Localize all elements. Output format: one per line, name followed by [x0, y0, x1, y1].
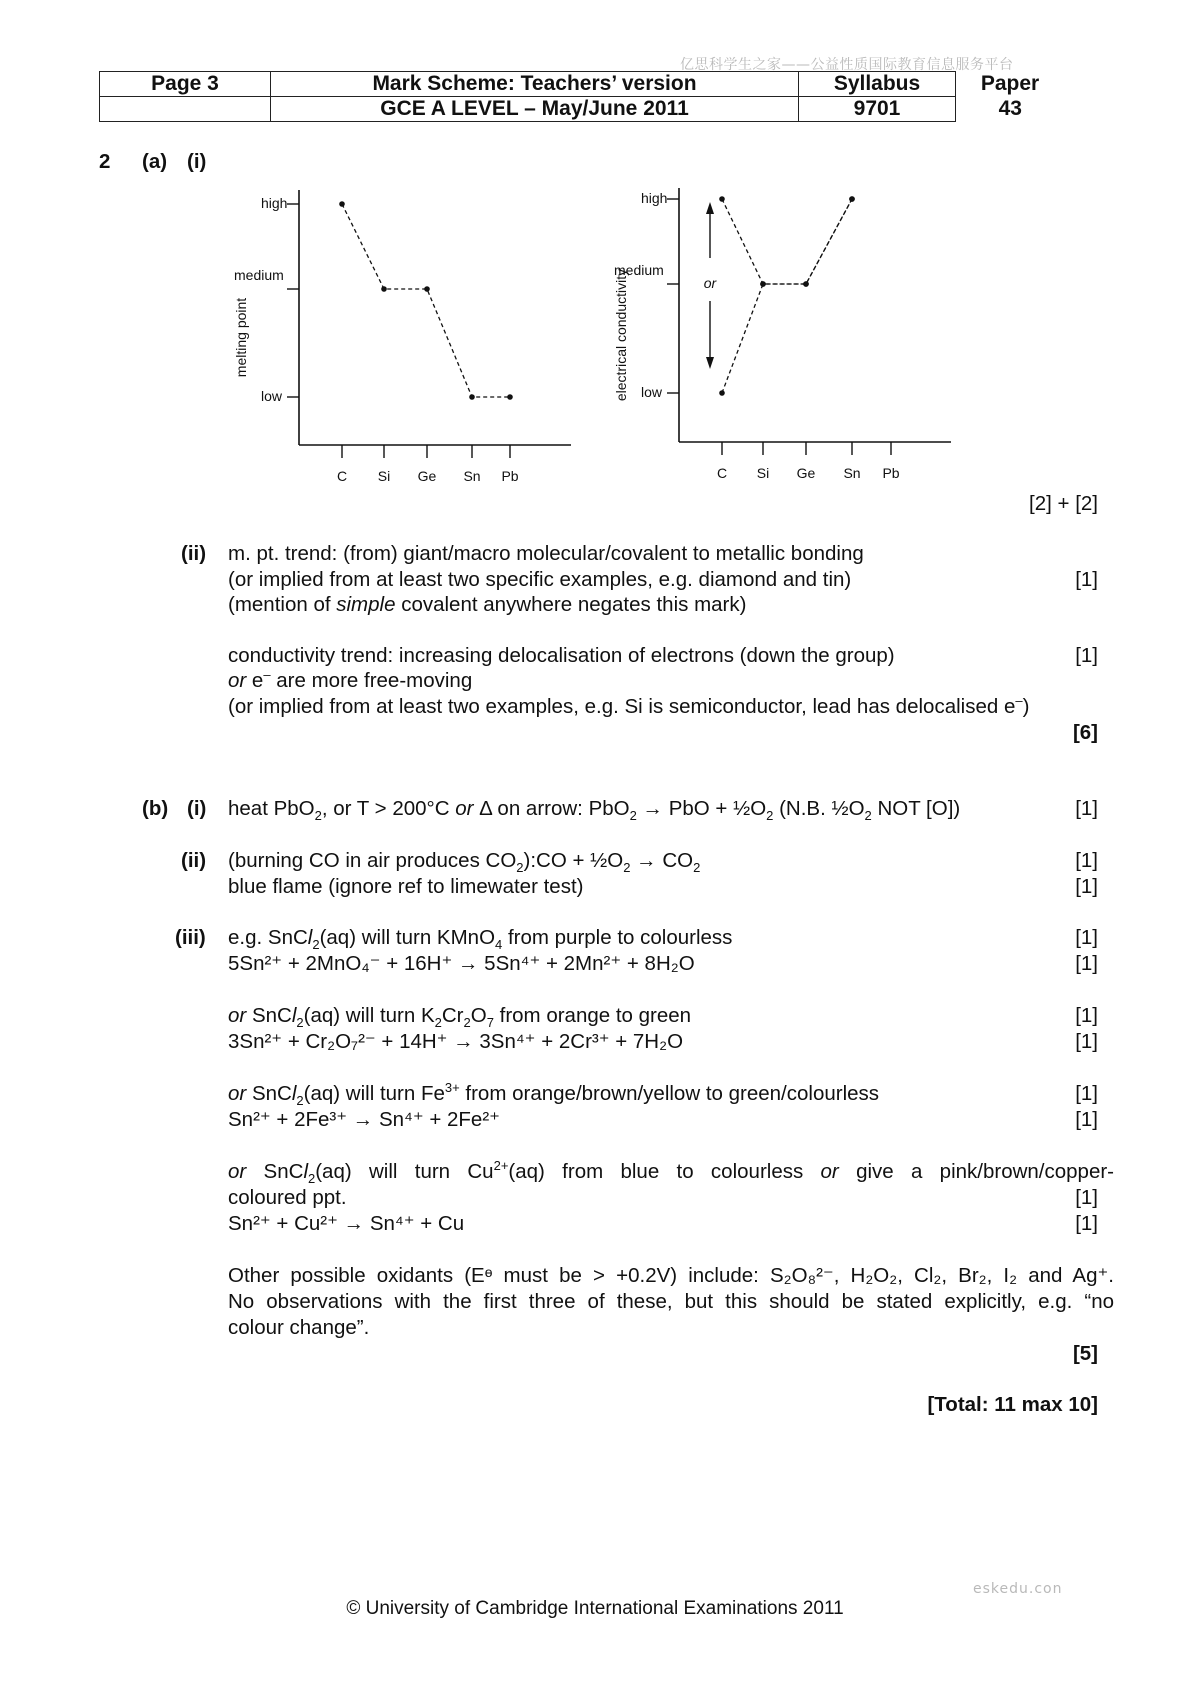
b-iii-line-2: 5Sn²⁺ + 2MnO₄⁻ + 16H⁺ → 5Sn⁴⁺ + 2Mn²⁺ + 8H₂O [228, 952, 695, 975]
text-run: (burning CO in air produces CO [228, 849, 517, 872]
data-point-Pb [507, 394, 513, 400]
text-run: from orange to green [493, 1004, 692, 1027]
b-iii-line-3-mark: [1] [1075, 1004, 1098, 1027]
x-tick-label-Si: Si [756, 465, 770, 481]
a-ii-line-4-mark: [1] [1075, 644, 1098, 667]
x-tick-label-Sn: Sn [463, 468, 481, 484]
text-run: ) [1022, 695, 1030, 718]
part-b-label: (b) [142, 797, 169, 820]
header-table [99, 71, 1065, 122]
text-run: → CO [630, 849, 694, 872]
text-run: (aq) from blue to colourless [508, 1160, 821, 1183]
subscript: 2 [308, 1171, 316, 1187]
part-a-label: (a) [142, 150, 168, 173]
b-iii-line-5 [228, 1081, 879, 1107]
y-tick-label-high: high [261, 195, 288, 211]
b-iii-line-1-mark: [1] [1075, 926, 1098, 949]
arrow-up-icon [706, 202, 714, 214]
watermark-bottom: eskedu.con [973, 1581, 1063, 1597]
y-tick-label-medium: medium [614, 262, 664, 278]
text-run: give a pink/brown/copper- [838, 1160, 1115, 1183]
or-word: or [228, 1004, 247, 1027]
subscript: 2 [296, 1093, 304, 1109]
or-word: or [228, 1082, 247, 1105]
a-ii-line-5 [228, 668, 472, 694]
x-tick-label-C: C [716, 465, 728, 481]
part-a-ii-label: (ii) [181, 542, 207, 565]
data-point-Si [760, 281, 766, 287]
conductivity-chart-svg [585, 178, 955, 498]
syllabus-code: 9701 [799, 97, 956, 122]
subscript: 2 [629, 808, 637, 824]
a-ii-line-1: m. pt. trend: (from) giant/macro molecular/covalent to metallic bonding [228, 542, 864, 565]
text-run: from orange/brown/yellow to green/colourless [459, 1082, 880, 1105]
melting-point-chart [225, 180, 585, 500]
arrow-down-icon [706, 357, 714, 369]
text-run: Δ on arrow: PbO [473, 797, 630, 820]
empty-cell [100, 97, 271, 122]
subscript: 2 [516, 860, 524, 876]
subscript: 4 [495, 937, 503, 953]
or-annotation: or [703, 275, 717, 291]
b-iii-line-8-mark: [1] [1075, 1186, 1098, 1209]
x-tick-label-Pb: Pb [882, 465, 900, 481]
b-iii-line-10: Other possible oxidants (Eᶱ must be > +0.2V) include: S₂O₈²⁻, H₂O₂, Cl₂, Br₂, I₂ and Ag⁺. [228, 1264, 1114, 1287]
b-iii-line-2-mark: [1] [1075, 952, 1098, 975]
data-point-Si [381, 286, 387, 292]
text-run: e.g. [228, 926, 268, 949]
text-run: ):CO + ½O [523, 849, 624, 872]
b-iii-line-4-mark: [1] [1075, 1030, 1098, 1053]
text-run: NOT [O]) [871, 797, 961, 820]
formula-sncl2: SnC [251, 1082, 292, 1105]
b-i-mark: [1] [1075, 797, 1098, 820]
copyright-footer: © University of Cambridge International Examinations 2011 [346, 1598, 844, 1619]
subscript: 2 [623, 860, 631, 876]
conductivity-chart [585, 178, 955, 498]
text-run: are more free-moving [270, 669, 473, 692]
text-run: O [470, 1004, 487, 1027]
series-line-0 [342, 204, 510, 397]
subscript: 2 [296, 1015, 304, 1031]
series-line-0 [722, 199, 852, 284]
or-word: or [455, 797, 474, 820]
subscript: 2 [434, 1015, 442, 1031]
formula-l: l [303, 1160, 308, 1183]
formula-sncl2: SnC [267, 926, 308, 949]
part-b-i-label: (i) [187, 797, 207, 820]
b-ii-line-1-mark: [1] [1075, 849, 1098, 872]
y-axis-label: melting point [233, 297, 249, 378]
superscript: – [1015, 693, 1023, 709]
melting-point-chart-svg [225, 180, 585, 500]
part-a-total: [6] [1072, 721, 1098, 744]
b-iii-line-6: Sn²⁺ + 2Fe³⁺ → Sn⁴⁺ + 2Fe²⁺ [228, 1108, 500, 1131]
b-iii-line-5-mark: [1] [1075, 1082, 1098, 1105]
part-b-total: [5] [1072, 1342, 1098, 1365]
b-iii-line-6-mark: [1] [1075, 1108, 1098, 1131]
a-ii-line-2-mark: [1] [1075, 568, 1098, 591]
b-iii-line-1 [228, 925, 732, 951]
b-iii-line-12: colour change”. [228, 1316, 370, 1339]
data-point-Sn [849, 196, 855, 202]
data-point-Ge [424, 286, 430, 292]
b-iii-line-7 [228, 1159, 1114, 1185]
superscript: – [263, 667, 271, 683]
part-a-i-label: (i) [187, 150, 207, 173]
y-tick-label-medium: medium [234, 267, 284, 283]
subscript: 2 [312, 937, 320, 953]
text-run: (mention of [228, 593, 337, 616]
paper-label: Paper [980, 72, 1040, 95]
y-axis-label: electrical conductivity [613, 268, 629, 402]
b-iii-line-4: 3Sn²⁺ + Cr₂O₇²⁻ + 14H⁺ → 3Sn⁴⁺ + 2Cr³⁺ + 7H₂O [228, 1030, 684, 1053]
y-tick-label-high: high [641, 190, 668, 206]
b-ii-line-1 [228, 848, 700, 874]
or-word: or [820, 1160, 839, 1183]
part-b-iii-label: (iii) [175, 926, 206, 949]
data-point-Ge [803, 281, 809, 287]
text-run: covalent anywhere negates this mark) [395, 593, 747, 616]
a-ii-line-6 [228, 694, 1029, 720]
formula-sncl2: SnC [251, 1004, 292, 1027]
b-ii-line-2: blue flame (ignore ref to limewater test) [228, 875, 584, 898]
y-tick-label-low: low [261, 388, 283, 404]
text-run: (aq) will turn K [303, 1004, 435, 1027]
b-ii-line-2-mark: [1] [1075, 875, 1098, 898]
formula-l: l [291, 1004, 297, 1027]
x-tick-label-Si: Si [377, 468, 391, 484]
subscript: 7 [486, 1015, 494, 1031]
document-title: Mark Scheme: Teachers’ version [271, 72, 799, 97]
b-iii-line-3 [228, 1003, 691, 1029]
x-tick-label-Ge: Ge [796, 465, 816, 481]
a-ii-line-2: (or implied from at least two specific examples, e.g. diamond and tin) [228, 568, 852, 591]
formula-l: l [291, 1082, 297, 1105]
b-iii-line-8: coloured ppt. [228, 1186, 347, 1209]
subscript: 2 [314, 808, 322, 824]
text-run: → PbO + ½O [636, 797, 767, 820]
a-ii-line-3 [228, 592, 746, 618]
subscript: 2 [864, 808, 872, 824]
superscript: 2+ [493, 1158, 509, 1174]
b-iii-line-9: Sn²⁺ + Cu²⁺ → Sn⁴⁺ + Cu [228, 1212, 465, 1235]
formula-sncl2: SnC [263, 1160, 304, 1183]
text-run: (aq) will turn KMnO [319, 926, 496, 949]
a-ii-line-4: conductivity trend: increasing delocalisation of electrons (down the group) [228, 644, 895, 667]
x-tick-label-Pb: Pb [501, 468, 519, 484]
superscript: 3+ [444, 1080, 460, 1096]
data-point-C [339, 201, 345, 207]
x-tick-label-C: C [336, 468, 348, 484]
data-point-C [719, 390, 725, 396]
x-tick-label-Sn: Sn [843, 465, 861, 481]
text-run: (aq) will turn Fe [303, 1082, 445, 1105]
question-number: 2 [99, 150, 111, 173]
syllabus-label: Syllabus [799, 72, 956, 97]
x-tick-label-Ge: Ge [417, 468, 437, 484]
text-run: from purple to colourless [502, 926, 733, 949]
or-word: or [228, 669, 247, 692]
part-a-i-marks: [2] + [2] [1029, 492, 1098, 515]
or-word: or [228, 1160, 247, 1183]
page-number: Page 3 [100, 72, 271, 97]
data-point-Sn [469, 394, 475, 400]
b-i-line [228, 796, 960, 822]
text-run: Cr [441, 1004, 464, 1027]
b-iii-line-11: No observations with the first three of these, but this should be stated explicitly, e.g. “no [228, 1290, 1114, 1313]
formula-l: l [307, 926, 313, 949]
subscript: 2 [463, 1015, 471, 1031]
exam-session: GCE A LEVEL – May/June 2011 [271, 97, 799, 122]
text-run: (or implied from at least two examples, e.g. Si is semiconductor, lead has delocalised e [228, 695, 1016, 718]
text-run: e [246, 669, 264, 692]
b-iii-line-9-mark: [1] [1075, 1212, 1098, 1235]
data-point-C [719, 196, 725, 202]
part-b-ii-label: (ii) [181, 849, 207, 872]
text-run: (aq) will turn Cu [315, 1160, 494, 1183]
text-run: , or T > 200°C [321, 797, 456, 820]
subscript: 2 [693, 860, 701, 876]
watermark-top: 亿思科学生之家——公益性质国际教育信息服务平台 [680, 57, 1014, 73]
paper-number: 43 [998, 97, 1022, 120]
question-total: [Total: 11 max 10] [927, 1393, 1098, 1416]
subscript: 2 [766, 808, 774, 824]
text-run: (N.B. ½O [773, 797, 865, 820]
emphasis-simple: simple [336, 593, 396, 616]
series-line-1 [722, 199, 852, 393]
y-tick-label-low: low [641, 384, 663, 400]
text-run: heat PbO [228, 797, 315, 820]
